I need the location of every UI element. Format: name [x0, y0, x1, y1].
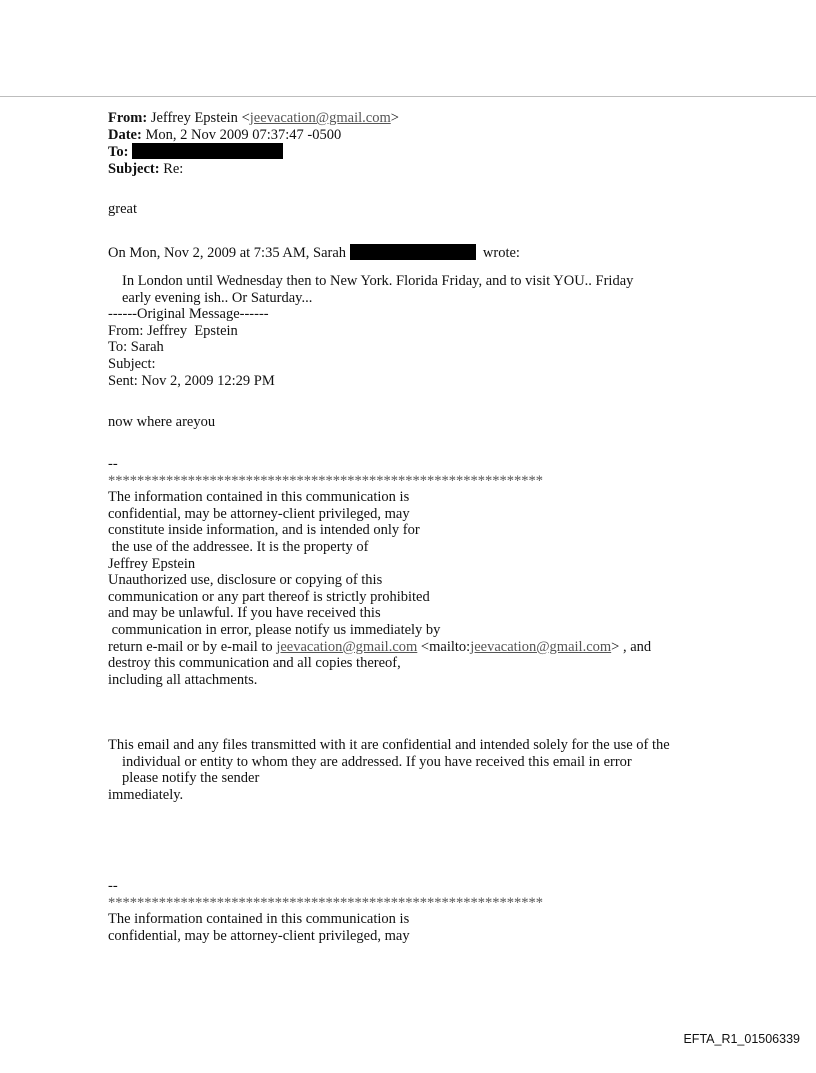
top-divider	[0, 96, 816, 97]
disclaimer-2: This email and any files transmitted with it are confidential and intended solely for the use of the individual or entity to whom they are addressed. If you have received this email in error please notify the sender immediately.	[108, 737, 670, 803]
mailto-link[interactable]: jeevacation@gmail.com	[470, 638, 612, 655]
disclaimer-1: -- ************************************************************ The information contained in this communication is confidential, may be attorney-client privileged, may constitute inside information, and is intended only for the use of the addressee. It is the property of Jeffrey Epstein Unauthorized use, disclosure or copying of this communication or any part thereof is strictly prohibited and may be unlawful. If you have received this communication in error, please notify us immediately by return e-mail or by e-mail to jeevacation@gmail.com <mailto:jeevacation@gmail.com> , and destroy this communication and all copies thereof, including all attachments.	[108, 456, 652, 688]
disclaimer-3: -- ************************************************************ The information contained in this communication is confidential, may be attorney-client privileged, may	[108, 878, 543, 944]
return-email-line: return e-mail or by e-mail to jeevacation@gmail.com <mailto:jeevacation@gmail.com> , and	[108, 638, 652, 655]
from-email-link[interactable]: jeevacation@gmail.com	[249, 110, 391, 126]
date-line: Date: Mon, 2 Nov 2009 07:37:47 -0500	[108, 126, 342, 143]
quoted-message: In London until Wednesday then to New York. Florida Friday, and to visit YOU.. Friday early evening ish.. Or Saturday... ------Original Message------ From: Jeffrey Epstein To: Sarah Subject: Sent: Nov 2, 2009 12:29 PM	[108, 273, 634, 389]
subject-line: Subject: Re:	[108, 160, 184, 177]
original-body: now where areyou	[108, 414, 216, 430]
reply-text: great	[108, 201, 137, 217]
email-link[interactable]: jeevacation@gmail.com	[276, 638, 418, 655]
redaction-box	[350, 244, 476, 260]
to-line: To:	[108, 143, 399, 161]
redaction-box	[132, 143, 283, 159]
from-line: From: Jeffrey Epstein <jeevacation@gmail.com>	[108, 110, 399, 126]
email-header	[108, 110, 399, 177]
document-id: EFTA_R1_01506339	[683, 1032, 800, 1046]
quote-intro: On Mon, Nov 2, 2009 at 7:35 AM, Sarah wrote:	[108, 245, 520, 261]
